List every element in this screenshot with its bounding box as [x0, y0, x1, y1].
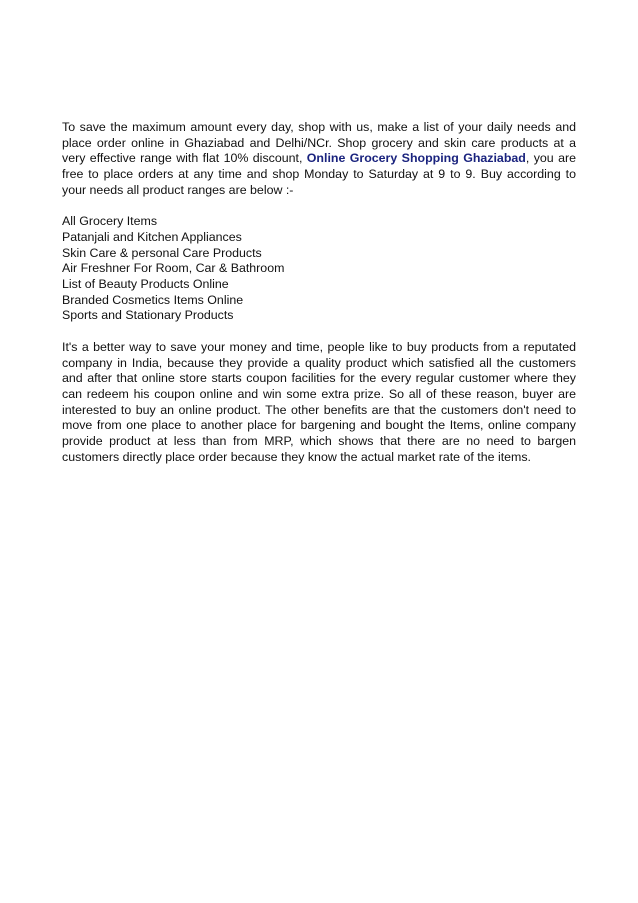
- product-list-item: Patanjali and Kitchen Appliances: [62, 229, 242, 244]
- intro-text-after-link: , you are free to place orders at any time and shop Monday to Saturday at 9 to 9. Buy according to your needs all product ranges are below :-: [62, 151, 576, 197]
- product-list-item: Skin Care & personal Care Products: [62, 245, 262, 260]
- closing-paragraph: It's a better way to save your money and time, people like to buy products from a reputated company in India, because they provide a quality product which satisfied all the customers and after that online store starts coupon facilities for the every regular customer where they can redeem his coupon online and win some extra prize. So all of these reason, buyer are interested to buy an online product. The other benefits are that the customers don't need to move from one place to another place for bargening and bought the Items, online company provide product at less than from MRP, which shows that there are no need to bargen customers directly place order because they know the actual market rate of the items.: [62, 339, 576, 464]
- online-grocery-shopping-link[interactable]: Online Grocery Shopping Ghaziabad: [306, 151, 526, 166]
- product-list-item: All Grocery Items: [62, 214, 158, 229]
- product-list-item: List of Beauty Products Online: [62, 277, 229, 292]
- product-list: [62, 214, 576, 324]
- product-list-item: Air Freshner For Room, Car & Bathroom: [62, 261, 285, 276]
- intro-paragraph: [62, 120, 576, 199]
- document-body: [62, 120, 576, 481]
- product-list-item: Branded Cosmetics Items Online: [62, 292, 244, 307]
- intro-text-before-link: To save the maximum amount every day, shop with us, make a list of your daily needs and place order online in Ghaziabad and Delhi/NCr. Shop grocery and skin care products at a very effective range with flat 10% discount,: [62, 120, 576, 166]
- product-list-item: Sports and Stationary Products: [62, 308, 234, 323]
